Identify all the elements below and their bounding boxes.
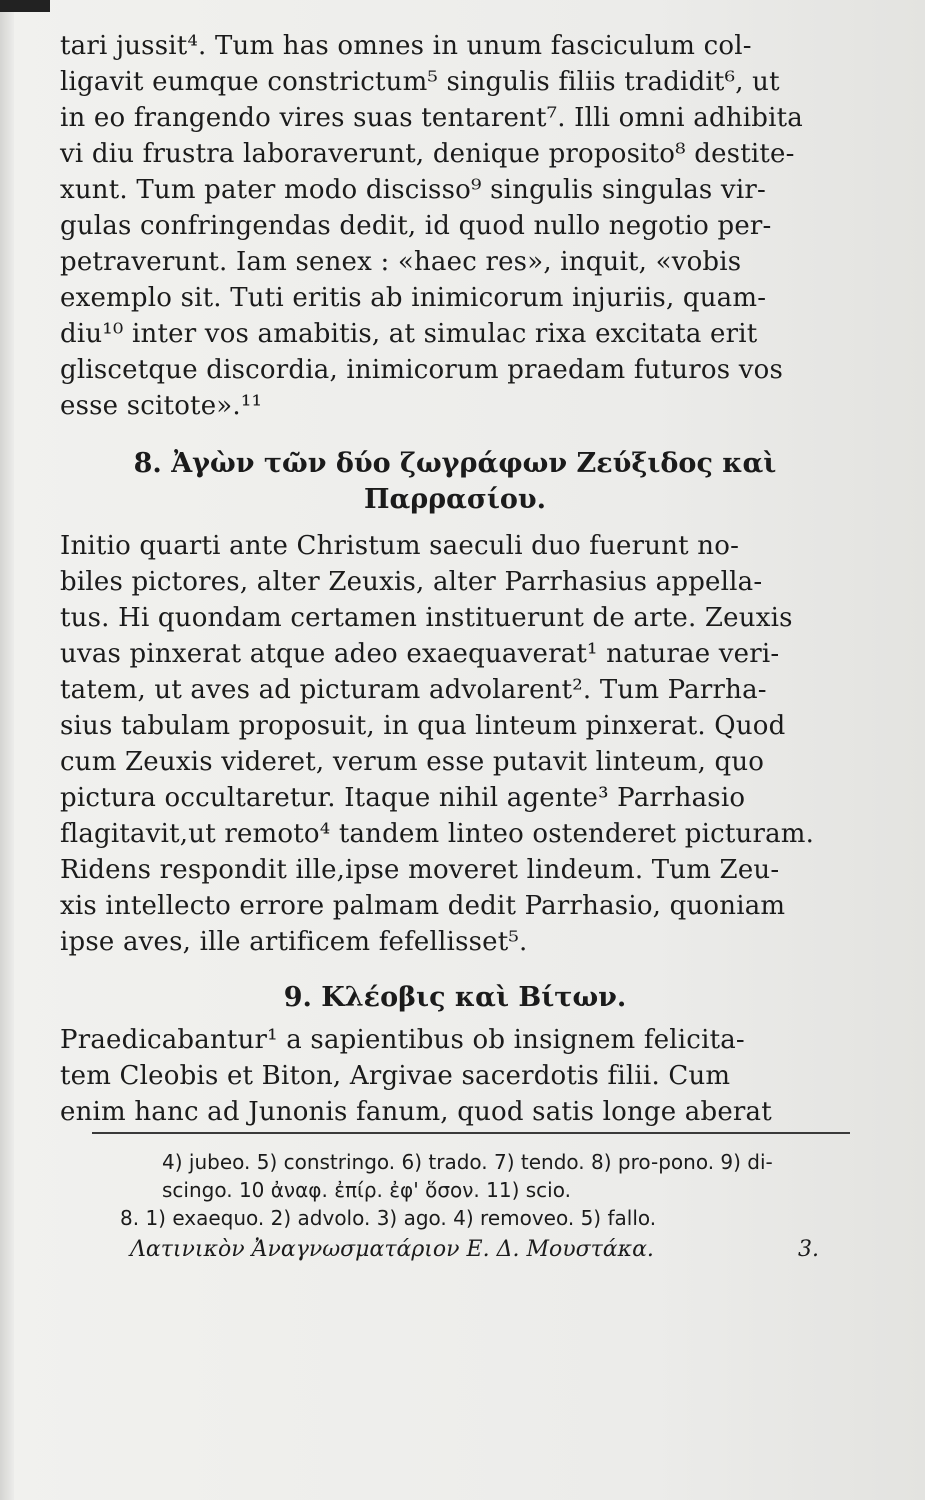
text-line: esse scitote».¹¹ bbox=[60, 391, 263, 421]
section-heading-8: 8. Ἀγὼν τῶν δύο ζωγράφων Ζεύξιδος καὶ bbox=[133, 448, 777, 479]
page-spine-shadow bbox=[0, 0, 14, 1500]
signature-mark: 3. bbox=[798, 1237, 819, 1262]
text-line: uvas pinxerat atque adeo exaequaverat¹ naturae veri- bbox=[60, 639, 780, 669]
text-line: petraverunt. Iam senex : «haec res», inquit, «vobis bbox=[60, 247, 742, 277]
text-line: vi diu frustra laboraverunt, denique proposito⁸ destite- bbox=[60, 139, 795, 169]
text-line: xis intellecto errore palmam dedit Parrhasio, quoniam bbox=[60, 891, 786, 921]
footnote-line: 8. 1) exaequo. 2) advolo. 3) ago. 4) removeo. 5) fallo. bbox=[120, 1206, 657, 1230]
text-line: pictura occultaretur. Itaque nihil agente³ Parrhasio bbox=[60, 783, 746, 813]
text-line: sius tabulam proposuit, in qua linteum pinxerat. Quod bbox=[60, 711, 786, 741]
text-line: ligavit eumque constrictum⁵ singulis filiis tradidit⁶, ut bbox=[60, 67, 780, 97]
book-title-footer: Λατινικὸν Ἀναγνωσματάριον Ε. Δ. Μουστάκα. bbox=[130, 1237, 654, 1262]
text-line: biles pictores, alter Zeuxis, alter Parrhasius appella- bbox=[60, 567, 763, 597]
text-line: diu¹⁰ inter vos amabitis, at simulac rixa excitata erit bbox=[60, 319, 758, 349]
text-line: enim hanc ad Junonis fanum, quod satis longe aberat bbox=[60, 1097, 772, 1127]
footnote-line: 4) jubeo. 5) constringo. 6) trado. 7) tendo. 8) pro-pono. 9) di- bbox=[162, 1150, 773, 1174]
text-line: tem Cleobis et Biton, Argivae sacerdotis filii. Cum bbox=[60, 1061, 731, 1091]
text-line: tatem, ut aves ad picturam advolarent². Tum Parrha- bbox=[60, 675, 767, 705]
footnote-line: scingo. 10 ἀναφ. ἐπίρ. ἐφ' ὅσον. 11) scio. bbox=[162, 1178, 571, 1202]
text-line: Ridens respondit ille,ipse moveret lindeum. Tum Zeu- bbox=[60, 855, 780, 885]
text-line: exemplo sit. Tuti eritis ab inimicorum injuriis, quam- bbox=[60, 283, 767, 313]
section-heading-9: 9. Κλέοβις καὶ Βίτων. bbox=[283, 982, 627, 1013]
scan-edge-mark bbox=[0, 0, 50, 12]
section-heading-8-cont: Παρρασίου. bbox=[363, 484, 547, 515]
text-line: Praedicabantur¹ a sapientibus ob insignem felicita- bbox=[60, 1025, 745, 1055]
text-line: in eo frangendo vires suas tentarent⁷. Illi omni adhibita bbox=[60, 103, 804, 133]
text-line: Initio quarti ante Christum saeculi duo fuerunt no- bbox=[60, 531, 740, 561]
text-line: tari jussit⁴. Tum has omnes in unum fasciculum col- bbox=[60, 31, 752, 61]
text-line: gulas confringendas dedit, id quod nullo negotio per- bbox=[60, 211, 772, 241]
text-line: ipse aves, ille artificem fefellisset⁵. bbox=[60, 927, 528, 957]
text-line: xunt. Tum pater modo discisso⁹ singulis singulas vir- bbox=[60, 175, 766, 205]
text-line: gliscetque discordia, inimicorum praedam futuros vos bbox=[60, 355, 784, 385]
footnote-divider bbox=[92, 1132, 850, 1134]
text-line: cum Zeuxis videret, verum esse putavit linteum, quo bbox=[60, 747, 765, 777]
text-line: tus. Hi quondam certamen instituerunt de arte. Zeuxis bbox=[60, 603, 793, 633]
text-line: flagitavit,ut remoto⁴ tandem linteo ostenderet picturam. bbox=[60, 819, 815, 849]
